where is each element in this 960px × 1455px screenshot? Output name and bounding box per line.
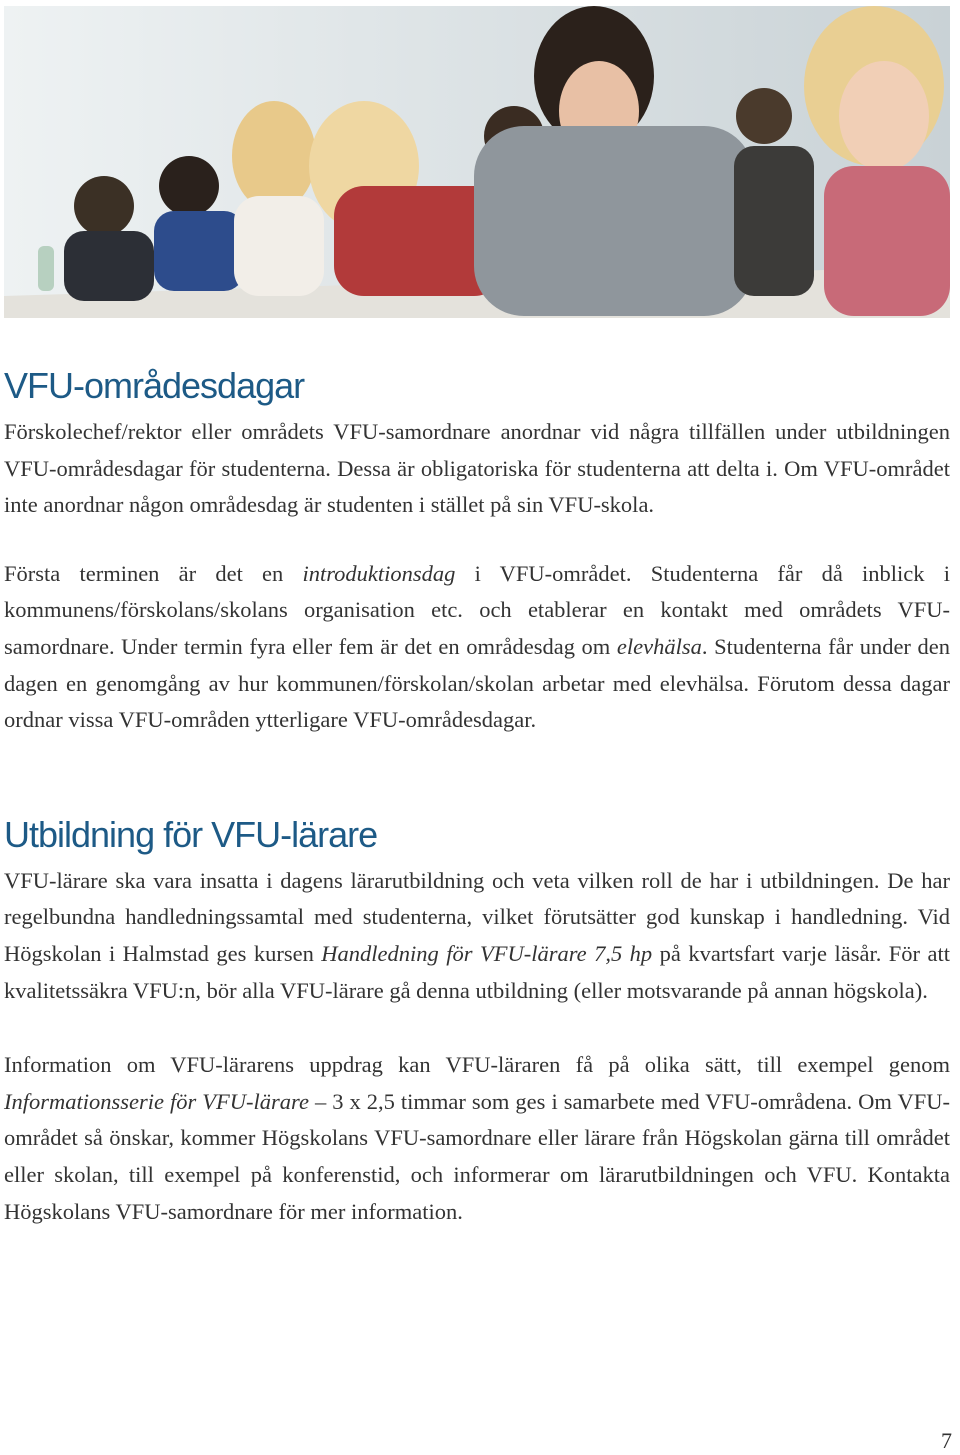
page-number: 7 (941, 1428, 952, 1453)
students-in-lecture-photo-icon (4, 6, 950, 318)
students-photo (4, 6, 950, 318)
heading-utbildning-vfu-larare: Utbildning för VFU-lärare (4, 813, 378, 855)
paragraph-omradesdagar-terms: Första terminen är det en introduktionsdag i VFU-området. Studenterna får då inblick i kommunens/förskolans/skolans organisation etc. och etablerar en kontakt med områdets VFU-samordnare. Under termin fyra eller fem är det en områdesdag om elevhälsa. Studenterna får under den dagen en genomgång av hur kommunen/förskolan/skolan arbetar med elevhälsa. Förutom dessa dagar ordnar vissa VFU-områden ytterligare VFU-områdesdagar. (4, 560, 951, 733)
paragraph-omradesdagar-intro: Förskolechef/rektor eller områdets VFU-samordnare anordnar vid några tillfällen under utbildningen VFU-områdesdagar för studenterna. Dessa är obligatoriska för studenterna att delta i. Om VFU-området inte anordnar någon områdesdag är studenten i stället på sin VFU-skola. (4, 419, 950, 518)
heading-vfu-omradesdagar: VFU-områdesdagar (4, 365, 305, 406)
paragraph-vfu-larare-utbildning: VFU-lärare ska vara insatta i dagens lärarutbildning och veta vilken roll de har i utbildningen. De har regelbundna handledningssamtal med studenterna, vilket förutsätter god kunskap i handledning. Vid Högskolan i Halmstad ges kursen Handledning för VFU-lärare 7,5 hp på kvartsfart varje läsår. För att kvalitetssäkra VFU:n, bör alla VFU-lärare gå denna utbildning (eller motsvarande på annan högskola). (4, 867, 951, 1003)
paragraph-vfu-larare-information: Information om VFU-lärarens uppdrag kan VFU-läraren få på olika sätt, till exempel genom Informationsserie för VFU-lärare – 3 x 2,5 timmar som ges i samarbete med VFU-områdena. Om VFU-området så önskar, kommer Högskolans VFU-samordnare eller lärare från Högskolan gärna till området eller skolan, till exempel på konferenstid, och informerar om lärarutbildningen och VFU. Kontakta Högskolans VFU-samordnare för mer information. (4, 1052, 950, 1224)
